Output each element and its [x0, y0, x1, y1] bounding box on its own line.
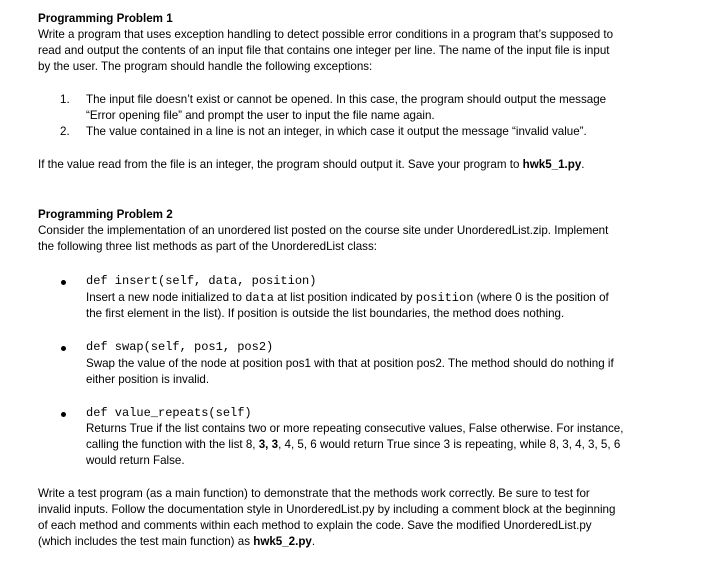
problem2-closing-line — [38, 534, 315, 550]
problem2-intro-line: Consider the implementation of an unordered list posted on the course site under UnorderedList.zip. Implement — [38, 224, 609, 237]
desc-text: , 4, 5, 6 would return True since 3 is repeating, while 8, 3, 4, 3, 5, 6 — [278, 438, 621, 451]
closing-text: If the value read from the file is an integer, the program should output it. Save your program to — [38, 158, 523, 171]
method-description: Swap the value of the node at position pos1 with that at position pos2. The method should do nothing if — [86, 357, 614, 370]
filename: hwk5_1.py — [522, 158, 582, 171]
list-item-text: The value contained in a line is not an integer, in which case it output the message “invalid value”. — [86, 125, 587, 138]
method-signature: def value_repeats(self) — [86, 406, 252, 420]
problem2-heading: Programming Problem 2 — [38, 208, 173, 221]
list-item-text: The input file doesn’t exist or cannot be opened. In this case, the program should output the message — [86, 93, 607, 106]
problem2-intro-line: the following three list methods as part of the UnorderedList class: — [38, 240, 377, 253]
problem1-intro-line: read and output the contents of an input file that contains one integer per line. The name of the input file is input — [38, 44, 610, 57]
list-number: 2. — [60, 125, 70, 138]
method-description: the first element in the list). If position is outside the list boundaries, the method does nothing. — [86, 307, 565, 320]
method-description — [86, 290, 609, 306]
problem2-closing-line: of each method and comments within each method to explain the code. Save the modified UnorderedList.py — [38, 519, 592, 532]
problem2-closing-line: Write a test program (as a main function) to demonstrate that the methods work correctly. Be sure to test for — [38, 487, 590, 500]
method-description: would return False. — [86, 454, 185, 467]
method-description: Returns True if the list contains two or more repeating consecutive values, False otherwise. For instance, — [86, 422, 624, 435]
closing-punct: . — [581, 158, 585, 171]
list-number: 1. — [60, 93, 70, 106]
method-signature: def swap(self, pos1, pos2) — [86, 340, 274, 354]
desc-text: at list position indicated by — [274, 291, 416, 304]
method-signature: def insert(self, data, position) — [86, 274, 317, 288]
code-term: position — [415, 291, 474, 305]
desc-text: calling the function with the list 8, — [86, 438, 259, 451]
desc-text: (where 0 is the position of — [473, 291, 609, 304]
problem1-intro-line: Write a program that uses exception handling to detect possible error conditions in a program that’s supposed to — [38, 28, 614, 41]
list-item-text: “Error opening file” and prompt the user to input the file name again. — [86, 109, 435, 122]
filename: hwk5_2.py — [253, 535, 312, 548]
problem1-closing — [38, 157, 585, 173]
bullet-icon — [61, 280, 66, 285]
method-description — [86, 437, 620, 453]
bullet-icon — [61, 412, 66, 417]
problem1-heading: Programming Problem 1 — [38, 12, 173, 25]
bullet-icon — [61, 346, 66, 351]
code-term: data — [245, 291, 275, 305]
emphasis: 3, 3 — [258, 438, 279, 451]
problem1-intro-line: by the user. The program should handle the following exceptions: — [38, 60, 373, 73]
desc-text: Insert a new node initialized to — [86, 291, 246, 304]
method-description: either position is invalid. — [86, 373, 210, 386]
problem2-closing-line: invalid inputs. Follow the documentation style in UnorderedList.py by including a comment block at the beginning — [38, 503, 616, 516]
closing-text: (which includes the test main function) as — [38, 535, 254, 548]
closing-punct: . — [311, 535, 316, 548]
